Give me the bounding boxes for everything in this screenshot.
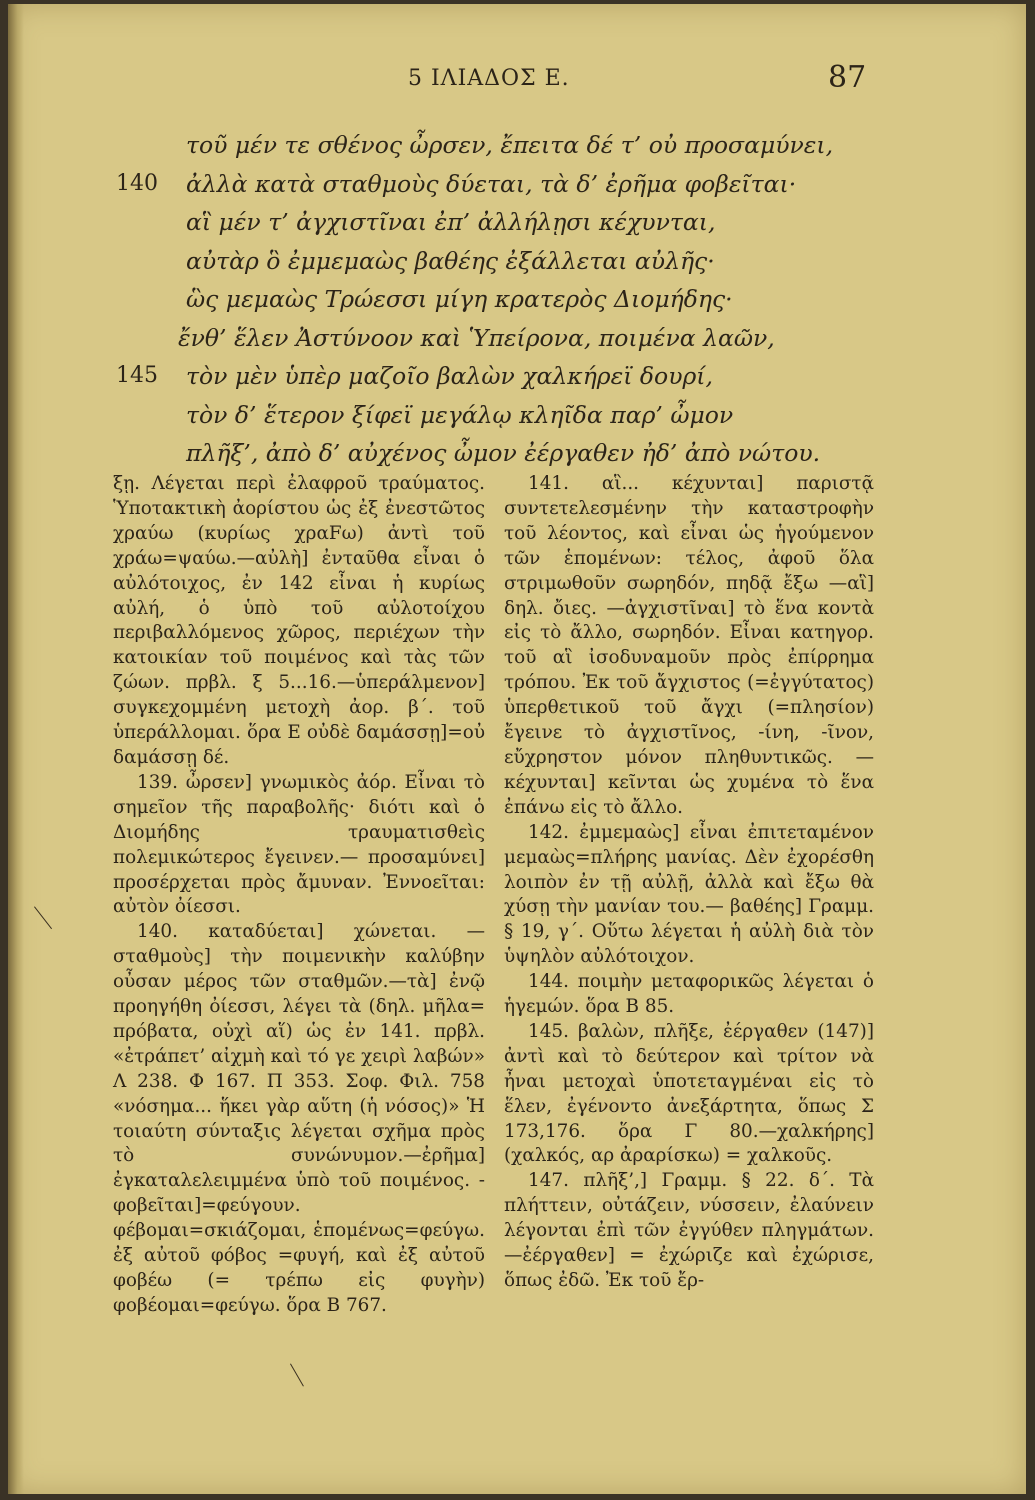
commentary-paragraph: 139. ὦρσεν] γνωμικὸς ἀόρ. Εἶναι τὸ σημεῖον τῆς παραβολῆς· διότι καὶ ὁ Διομήδης τραυματισθεὶς πολεμικώτερος ἔγεινεν.— προσαμύνει] προσέρχεται πρὸς ἄμυναν. Ἐννοεῖται: αὐτὸν ὀίεσσι. — [113, 771, 485, 918]
commentary-paragraph: 145. βαλὼν, πλῆξε, ἐέργαθεν (147)] ἀντὶ καὶ τὸ δεύτερον καὶ τρίτον νὰ ἦναι μετοχαὶ ὑποτεταγμέναι εἰς τὸ ἕλεν, ἐγένοντο ἀνεξάρτητα, ὅπως Σ 173,176. ὅρα Γ 80.—χαλκήρης] (χαλκός, αρ ἀραρίσκω) = χαλκοῦς. — [504, 1020, 874, 1167]
verse-line — [118, 203, 878, 242]
verse-text: αὐτὰρ ὃ ἐμμεμαὼς βαθέης ἐξάλλεται αὐλῆς· — [186, 246, 715, 275]
commentary-paragraph: 141. αἳ... κέχυνται] παριστᾷ συντετελεσμένην τὴν καταστροφὴν τοῦ λέοντος, καὶ εἶναι ὡς ἡγούμενον τῶν ἑπομένων: τέλος, ἀφοῦ ὅλα στριμωθοῦν σωρηδόν, πηδᾷ ἔξω —αἳ] δηλ. ὄιες. —ἀγχιστῖναι] τὸ ἕνα κοντὰ εἰς τὸ ἄλλο, σωρηδόν. Εἶναι κατηγορ. τοῦ αἳ ἰσοδυναμοῦν πρὸς ἐπίρρημα τρόπου. Ἐκ τοῦ ἄγχιστος (=ἐγγύτατος) ὑπερθετικοῦ τοῦ ἄγχι (=πλησίον) ἔγεινε τὸ ἀγχιστῖνος, -ίνη, -ῖνον, εὔχρηστον μόνον πληθυντικῶς. — κέχυνται] κεῖνται ὡς χυμένα τὸ ἕνα ἐπάνω εἰς τὸ ἄλλο. — [504, 473, 874, 818]
verse-line — [118, 319, 878, 358]
verse-block — [118, 126, 878, 473]
verse-text: τὸν μὲν ὑπὲρ μαζοῖο βαλὼν χαλκήρεϊ δουρί, — [186, 362, 713, 390]
verse-line — [118, 434, 878, 473]
running-title: 5 ΙΛΙΑΔΟΣ Ε. — [408, 66, 570, 91]
verse-text: πλῆξ’, ἀπὸ δ’ αὐχένος ὦμον ἐέργαθεν ἠδ’ ἀπὸ νώτου. — [186, 439, 821, 467]
verse-text: αἳ μέν τ’ ἀγχιστῖναι ἐπ’ ἀλλήλῃσι κέχυνται, — [186, 208, 716, 236]
book-page — [8, 4, 1026, 1494]
commentary-left-column — [113, 472, 485, 1319]
verse-line — [118, 165, 878, 204]
commentary-right-column — [504, 472, 874, 1294]
verse-line — [118, 396, 878, 435]
commentary-paragraph: 144. ποιμὴν μεταφορικῶς λέγεται ὁ ἡγεμών. ὅρα Β 85. — [504, 971, 874, 1018]
commentary-paragraph: ξῃ. Λέγεται περὶ ἐλαφροῦ τραύματος. Ὑποτακτικὴ ἀορίστου ὡς ἐξ ἐνεστῶτος χραύω (κυρίως χραFω) ἀντὶ τοῦ χράω=ψαύω.—αὐλὴ] ἐνταῦθα εἶναι ὁ αὐλότοιχος, ἐν 142 εἶναι ἡ κυρίως αὐλή, ὁ ὑπὸ τοῦ αὐλοτοίχου περιβαλλόμενος χῶρος, περιέχων τὴν κατοικίαν τοῦ ποιμένος καὶ τὰς τῶν ζώων. πρβλ. ξ 5...16.—ὑπεράλμενον] συγκεχομμένη μετοχὴ ἀορ. β΄. τοῦ ὑπεράλλομαι. ὅρα Ε οὐδὲ δαμάσσῃ]=οὐ δαμάσσῃ δέ. — [113, 473, 485, 768]
pencil-mark — [290, 1364, 304, 1387]
verse-text: ἔνθ’ ἕλεν Ἀστύνοον καὶ Ὑπείρονα, ποιμένα λαῶν, — [178, 323, 775, 352]
verse-line — [118, 242, 878, 281]
verse-line — [118, 126, 878, 165]
commentary-paragraph: 140. καταδύεται] χώνεται. — σταθμοὺς] τὴν ποιμενικὴν καλύβην οὖσαν μέρος τῶν σταθμῶν.—τὰ] ἐνῷ προηγήθη ὀίεσσι, λέγει τὰ (δηλ. μῆλα= πρόβατα, οὐχὶ αἵ) ὡς ἐν 141. πρβλ. «ἐτράπετ’ αἰχμὴ καὶ τό γε χειρὶ λαβών» Λ 238. Φ 167. Π 353. Σοφ. Φιλ. 758 «νόσημα... ἥκει γὰρ αὕτη (ἡ νόσος)» Ἡ τοιαύτη σύνταξις λέγεται σχῆμα πρὸς τὸ συνώνυμον.—ἐρῆμα] ἐγκαταλελειμμένα ὑπὸ τοῦ ποιμένος. - φοβεῖται]=φεύγουν. φέβομαι=σκιάζομαι, ἑπομένως=φεύγω. ἐξ αὐτοῦ φόβος =φυγή, καὶ ἐξ αὐτοῦ φοβέω (= τρέπω εἰς φυγὴν) φοβέομαι=φεύγω. ὅρα Β 767. — [113, 921, 485, 1316]
commentary-paragraph: 147. πλῆξ’,] Γραμμ. § 22. δ΄. Τὰ πλήττειν, οὐτάζειν, νύσσειν, ἐλαύνειν λέγονται ἐπὶ τῶν ἐγγύθεν πληγμάτων.—ἐέργαθεν] = ἐχώριζε καὶ ἐχώρισε, ὅπως ἐδῶ. Ἐκ τοῦ ἔρ- — [504, 1170, 874, 1291]
verse-line — [118, 280, 878, 319]
verse-text: τὸν δ’ ἕτερον ξίφεϊ μεγάλῳ κληῖδα παρ’ ὦμον — [186, 400, 734, 429]
verse-text: τοῦ μέν τε σθένος ὦρσεν, ἔπειτα δέ τ’ οὐ προσαμύνει, — [186, 131, 834, 159]
verse-text: ἀλλὰ κατὰ σταθμοὺς δύεται, τὰ δ’ ἐρῆμα φοβεῖται· — [186, 169, 797, 198]
page-number: 87 — [828, 60, 867, 95]
commentary-paragraph: 142. ἐμμεμαὼς] εἶναι ἐπιτεταμένον μεμαὼς=πλήρης μανίας. Δὲν ἐχορέσθη λοιπὸν ἐν τῇ αὐλῇ, ἀλλὰ καὶ ἔξω θὰ χύσῃ τὴν μανίαν του.— βαθέης] Γραμμ. § 19, γ΄. Οὕτω λέγεται ἡ αὐλὴ διὰ τὸν ὑψηλὸν αὐλότοιχον. — [504, 821, 874, 968]
line-number: 145 — [116, 363, 158, 388]
pencil-mark — [34, 906, 52, 929]
verse-text: ὣς μεμαὼς Τρώεσσι μίγη κρατερὸς Διομήδης· — [186, 285, 733, 313]
page-header — [8, 60, 1026, 96]
verse-line — [118, 357, 878, 396]
page-gutter — [8, 4, 24, 1494]
line-number: 140 — [116, 170, 158, 196]
